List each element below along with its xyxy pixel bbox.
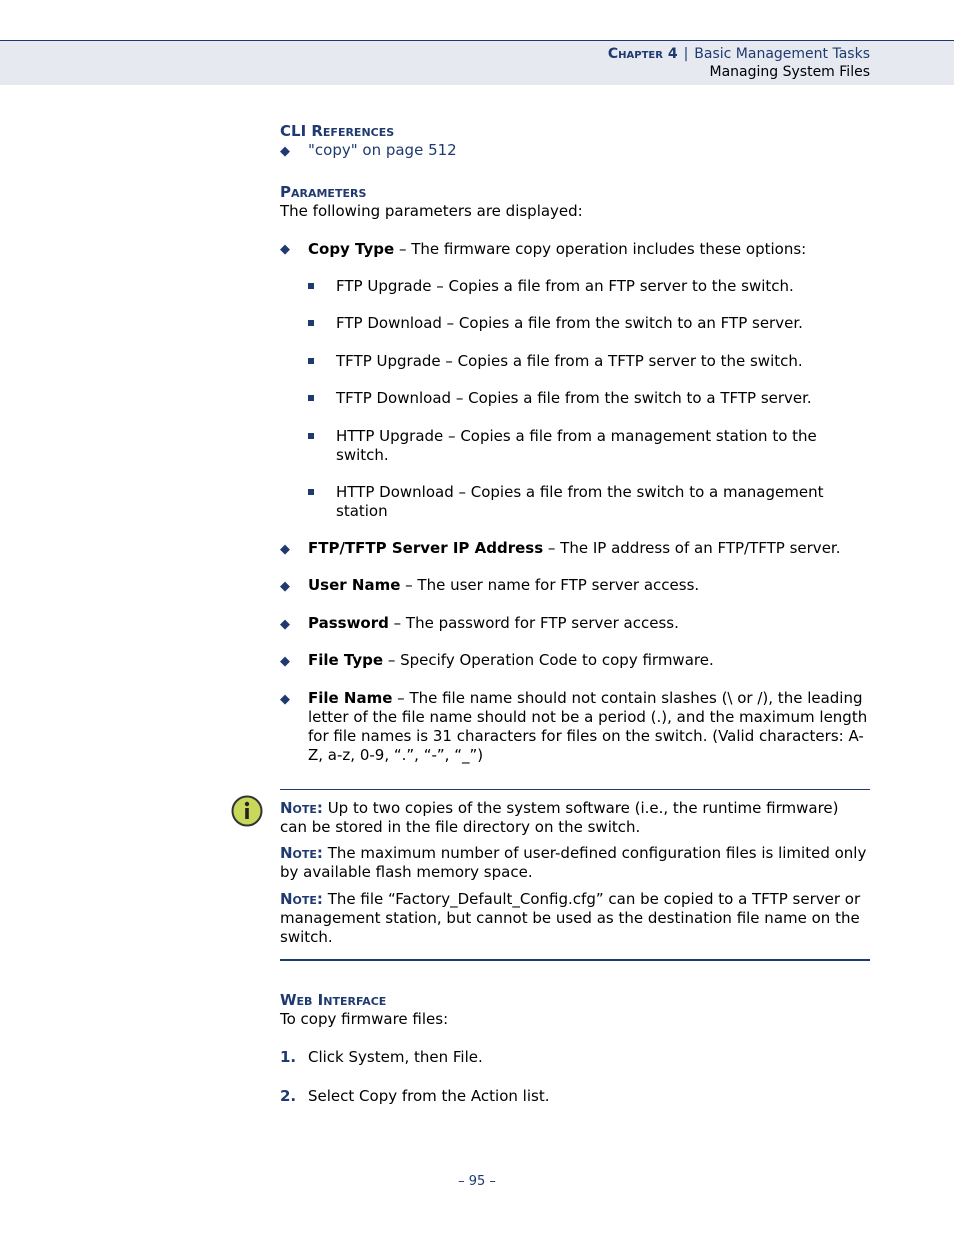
param-term: Password	[308, 614, 389, 632]
param-desc: – The user name for FTP server access.	[400, 576, 700, 594]
note-3	[280, 890, 870, 947]
note-text: The file “Factory_Default_Config.cfg” can be copied to a TFTP server or management station, but cannot be used as the destination file name on the switch.	[280, 890, 861, 946]
square-bullet-icon	[308, 433, 314, 439]
note-1	[280, 799, 870, 837]
copy-option: HTTP Download – Copies a file from the switch to a management station	[336, 483, 824, 520]
square-bullet-icon	[308, 358, 314, 364]
copy-option: FTP Download – Copies a file from the switch to an FTP server.	[336, 314, 803, 332]
note-2	[280, 844, 870, 882]
section-title: Managing System Files	[709, 64, 870, 80]
square-bullet-icon	[308, 283, 314, 289]
param-desc: – Specify Operation Code to copy firmware.	[383, 651, 714, 669]
step-text: Click System, then File.	[308, 1048, 483, 1066]
diamond-bullet-icon: ◆	[280, 144, 290, 159]
param-server-ip	[308, 539, 898, 558]
diamond-bullet-icon: ◆	[280, 242, 290, 257]
step-text: Select Copy from the Action list.	[308, 1087, 550, 1105]
param-file-type	[308, 651, 874, 670]
note-label: Note:	[280, 890, 323, 908]
note-bottom-rule	[280, 959, 870, 961]
square-bullet-icon	[308, 395, 314, 401]
header-chapter-line	[608, 45, 870, 63]
param-term: Copy Type	[308, 240, 395, 258]
step-number: 2.	[280, 1087, 297, 1105]
param-desc: – The firmware copy operation includes these options:	[394, 240, 807, 258]
copy-option: TFTP Upgrade – Copies a file from a TFTP server to the switch.	[336, 352, 803, 370]
header-separator: |	[683, 46, 689, 62]
web-interface-heading: Web Interface	[280, 991, 387, 1009]
diamond-bullet-icon: ◆	[280, 617, 290, 632]
info-icon	[231, 795, 263, 827]
param-term: File Name	[308, 689, 393, 707]
diamond-bullet-icon: ◆	[280, 542, 290, 557]
copy-option: TFTP Download – Copies a file from the switch to a TFTP server.	[336, 389, 812, 407]
note-text: The maximum number of user-defined configuration files is limited only by available flash memory space.	[280, 844, 867, 881]
square-bullet-icon	[308, 489, 314, 495]
chapter-title: Basic Management Tasks	[694, 46, 870, 62]
diamond-bullet-icon: ◆	[280, 579, 290, 594]
copy-option: FTP Upgrade – Copies a file from an FTP server to the switch.	[336, 277, 794, 295]
parameters-intro: The following parameters are displayed:	[280, 202, 583, 220]
parameters-heading: Parameters	[280, 183, 367, 201]
cli-references-heading: CLI References	[280, 122, 395, 140]
param-password	[308, 614, 874, 633]
param-desc: – The IP address of an FTP/TFTP server.	[543, 539, 841, 557]
cli-copy-link[interactable]: "copy" on page 512	[308, 141, 457, 159]
param-copy-type	[308, 240, 874, 259]
param-term: User Name	[308, 576, 401, 594]
param-desc: – The password for FTP server access.	[388, 614, 679, 632]
note-label: Note:	[280, 799, 323, 817]
diamond-bullet-icon: ◆	[280, 692, 290, 707]
param-desc: – The file name should not contain slashes (\ or /), the leading letter of the file name should not be a period (.), and the maximum length for file names is 31 characters for files on the switch. (Valid characters: A-Z, a-z, 0-9, “.”, “-”, “_”)	[308, 689, 868, 764]
diamond-bullet-icon: ◆	[280, 654, 290, 669]
param-term: File Type	[308, 651, 384, 669]
web-intro: To copy firmware files:	[280, 1010, 449, 1028]
param-file-name	[308, 689, 870, 765]
step-number: 1.	[280, 1048, 297, 1066]
param-user-name	[308, 576, 874, 595]
note-label: Note:	[280, 844, 323, 862]
chapter-label: Chapter 4	[607, 46, 678, 62]
note-top-rule	[280, 789, 870, 790]
note-text: Up to two copies of the system software (i.e., the runtime firmware) can be stored in the file directory on the switch.	[280, 799, 839, 836]
param-term: FTP/TFTP Server IP Address	[308, 539, 544, 557]
copy-option: HTTP Upgrade – Copies a file from a management station to the switch.	[336, 427, 817, 464]
square-bullet-icon	[308, 320, 314, 326]
page-number: – 95 –	[458, 1174, 496, 1189]
